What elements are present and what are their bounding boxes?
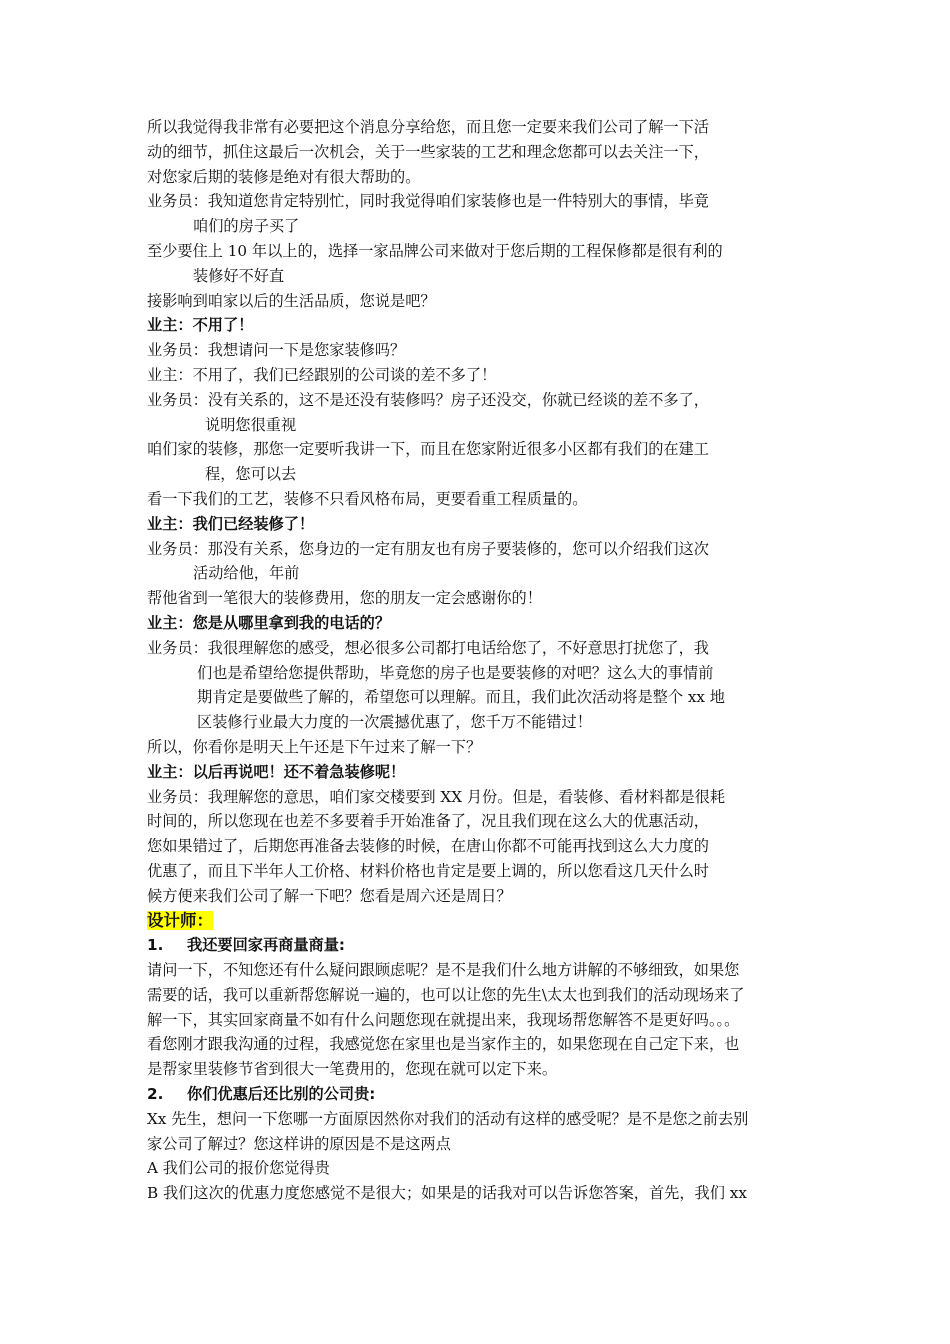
item-title: 你们优惠后还比别的公司贵: — [187, 1085, 376, 1104]
option-b-line: B 我们这次的优惠力度您感觉不是很大；如果是的话我对可以告诉您答案，首先，我们 xx — [147, 1184, 747, 1203]
salesperson-line: 业务员：我知道您肯定特别忙，同时我觉得咱们家装修也是一件特别大的事情，毕竟 — [147, 192, 709, 211]
owner-line-bold: 业主：不用了！ — [147, 316, 254, 335]
text-line: 至少要住上 10 年以上的，选择一家品牌公司来做对于您后期的工程保修都是很有利的 — [147, 241, 723, 260]
text-line-indented: 程，您可以去 — [205, 465, 297, 484]
salesperson-line: 业务员：我想请问一下是您家装修吗？ — [147, 341, 406, 360]
text-line-indented: 咱们的房子买了 — [193, 217, 300, 236]
text-line: 咱们家的装修，那您一定要听我讲一下，而且在您家附近很多小区都有我们的在建工 — [147, 440, 709, 459]
salesperson-line: 业务员：没有关系的，这不是还没有装修吗？房子还没交，你就已经谈的差不多了， — [147, 390, 709, 409]
text-line: 需要的话，我可以重新帮您解说一遍的，也可以让您的先生\太太也到我们的活动现场来了 — [147, 985, 745, 1004]
text-line: 对您家后期的装修是绝对有很大帮助的。 — [147, 167, 421, 186]
text-line: 候方便来我们公司了解一下吧？您看是周六还是周日？ — [147, 886, 512, 905]
text-line: 帮他省到一笔很大的装修费用，您的朋友一定会感谢你的！ — [147, 589, 542, 608]
numbered-item-2 — [147, 1082, 807, 1107]
text-line: 接影响到咱家以后的生活品质，您说是吧？ — [147, 291, 436, 310]
text-line-indented: 活动给他，年前 — [193, 564, 300, 583]
text-line: 看您刚才跟我沟通的过程，我感觉您在家里也是当家作主的，如果您现在自己定下来，也 — [147, 1035, 740, 1054]
designer-heading: 设计师： — [147, 910, 213, 930]
text-line-indented: 们也是希望给您提供帮助，毕竟您的房子也是要装修的对吧？这么大的事情前 — [197, 663, 714, 682]
salesperson-line: 业务员：我很理解您的感受，想必很多公司都打电话给您了，不好意思打扰您了，我 — [147, 638, 709, 657]
text-line: 所以我觉得我非常有必要把这个消息分享给您，而且您一定要来我们公司了解一下活 — [147, 118, 709, 136]
text-line: 时间的，所以您现在也差不多要着手开始准备了，况且我们现在这么大的优惠活动， — [147, 812, 709, 831]
owner-line-bold: 业主：我们已经装修了！ — [147, 514, 315, 533]
text-line: 优惠了，而且下半年人工价格、材料价格也肯定是要上调的，所以您看这几天什么时 — [147, 861, 709, 880]
option-a-line: A 我们公司的报价您觉得贵 — [147, 1159, 330, 1178]
owner-line: 业主：不用了，我们已经跟别的公司谈的差不多了！ — [147, 365, 497, 384]
text-line: 是帮家里装修节省到很大一笔费用的，您现在就可以定下来。 — [147, 1060, 558, 1079]
text-line: 请问一下，不知您还有什么疑问跟顾虑呢？是不是我们什么地方讲解的不够细致，如果您 — [147, 961, 740, 980]
text-line-indented: 期肯定是要做些了解的，希望您可以理解。而且，我们此次活动将是整个 xx 地 — [197, 688, 725, 707]
text-line-indented: 说明您很重视 — [205, 415, 297, 434]
owner-line-bold: 业主：您是从哪里拿到我的电话的？ — [147, 613, 390, 632]
text-line: 家公司了解过？您这样讲的原因是不是这两点 — [147, 1134, 451, 1153]
salesperson-line: 业务员：那没有关系，您身边的一定有朋友也有房子要装修的，您可以介绍我们这次 — [147, 539, 709, 558]
numbered-item-1 — [147, 933, 807, 958]
text-line: 看一下我们的工艺，装修不只看风格布局，更要看重工程质量的。 — [147, 489, 588, 508]
text-line-indented: 装修好不好直 — [193, 266, 285, 285]
text-line: 您如果错过了，后期您再准备去装修的时候，在唐山你都不可能再找到这么大力度的 — [147, 837, 709, 856]
text-line: 所以，你看你是明天上午还是下午过来了解一下？ — [147, 737, 482, 756]
document-body — [147, 115, 807, 1206]
text-line: 解一下，其实回家商量不如有什么问题您现在就提出来，我现场帮您解答不是更好吗。。。 — [147, 1010, 740, 1029]
item-number: 1. — [147, 936, 164, 955]
item-title: 我还要回家再商量商量: — [187, 936, 345, 955]
text-line: 动的细节，抓住这最后一次机会，关于一些家装的工艺和理念您都可以去关注一下， — [147, 142, 709, 161]
salesperson-line: 业务员：我理解您的意思，咱们家交楼要到 XX 月份。但是，看装修、看材料都是很耗 — [147, 787, 726, 806]
owner-line-bold: 业主：以后再说吧！还不着急装修呢！ — [147, 762, 406, 781]
section-heading-designer — [147, 909, 807, 934]
text-line-indented: 区装修行业最大力度的一次震撼优惠了，您千万不能错过！ — [197, 713, 592, 732]
text-line: Xx 先生，想问一下您哪一方面原因然你对我们的活动有这样的感受呢？是不是您之前去别 — [147, 1109, 749, 1128]
item-number: 2. — [147, 1085, 164, 1104]
